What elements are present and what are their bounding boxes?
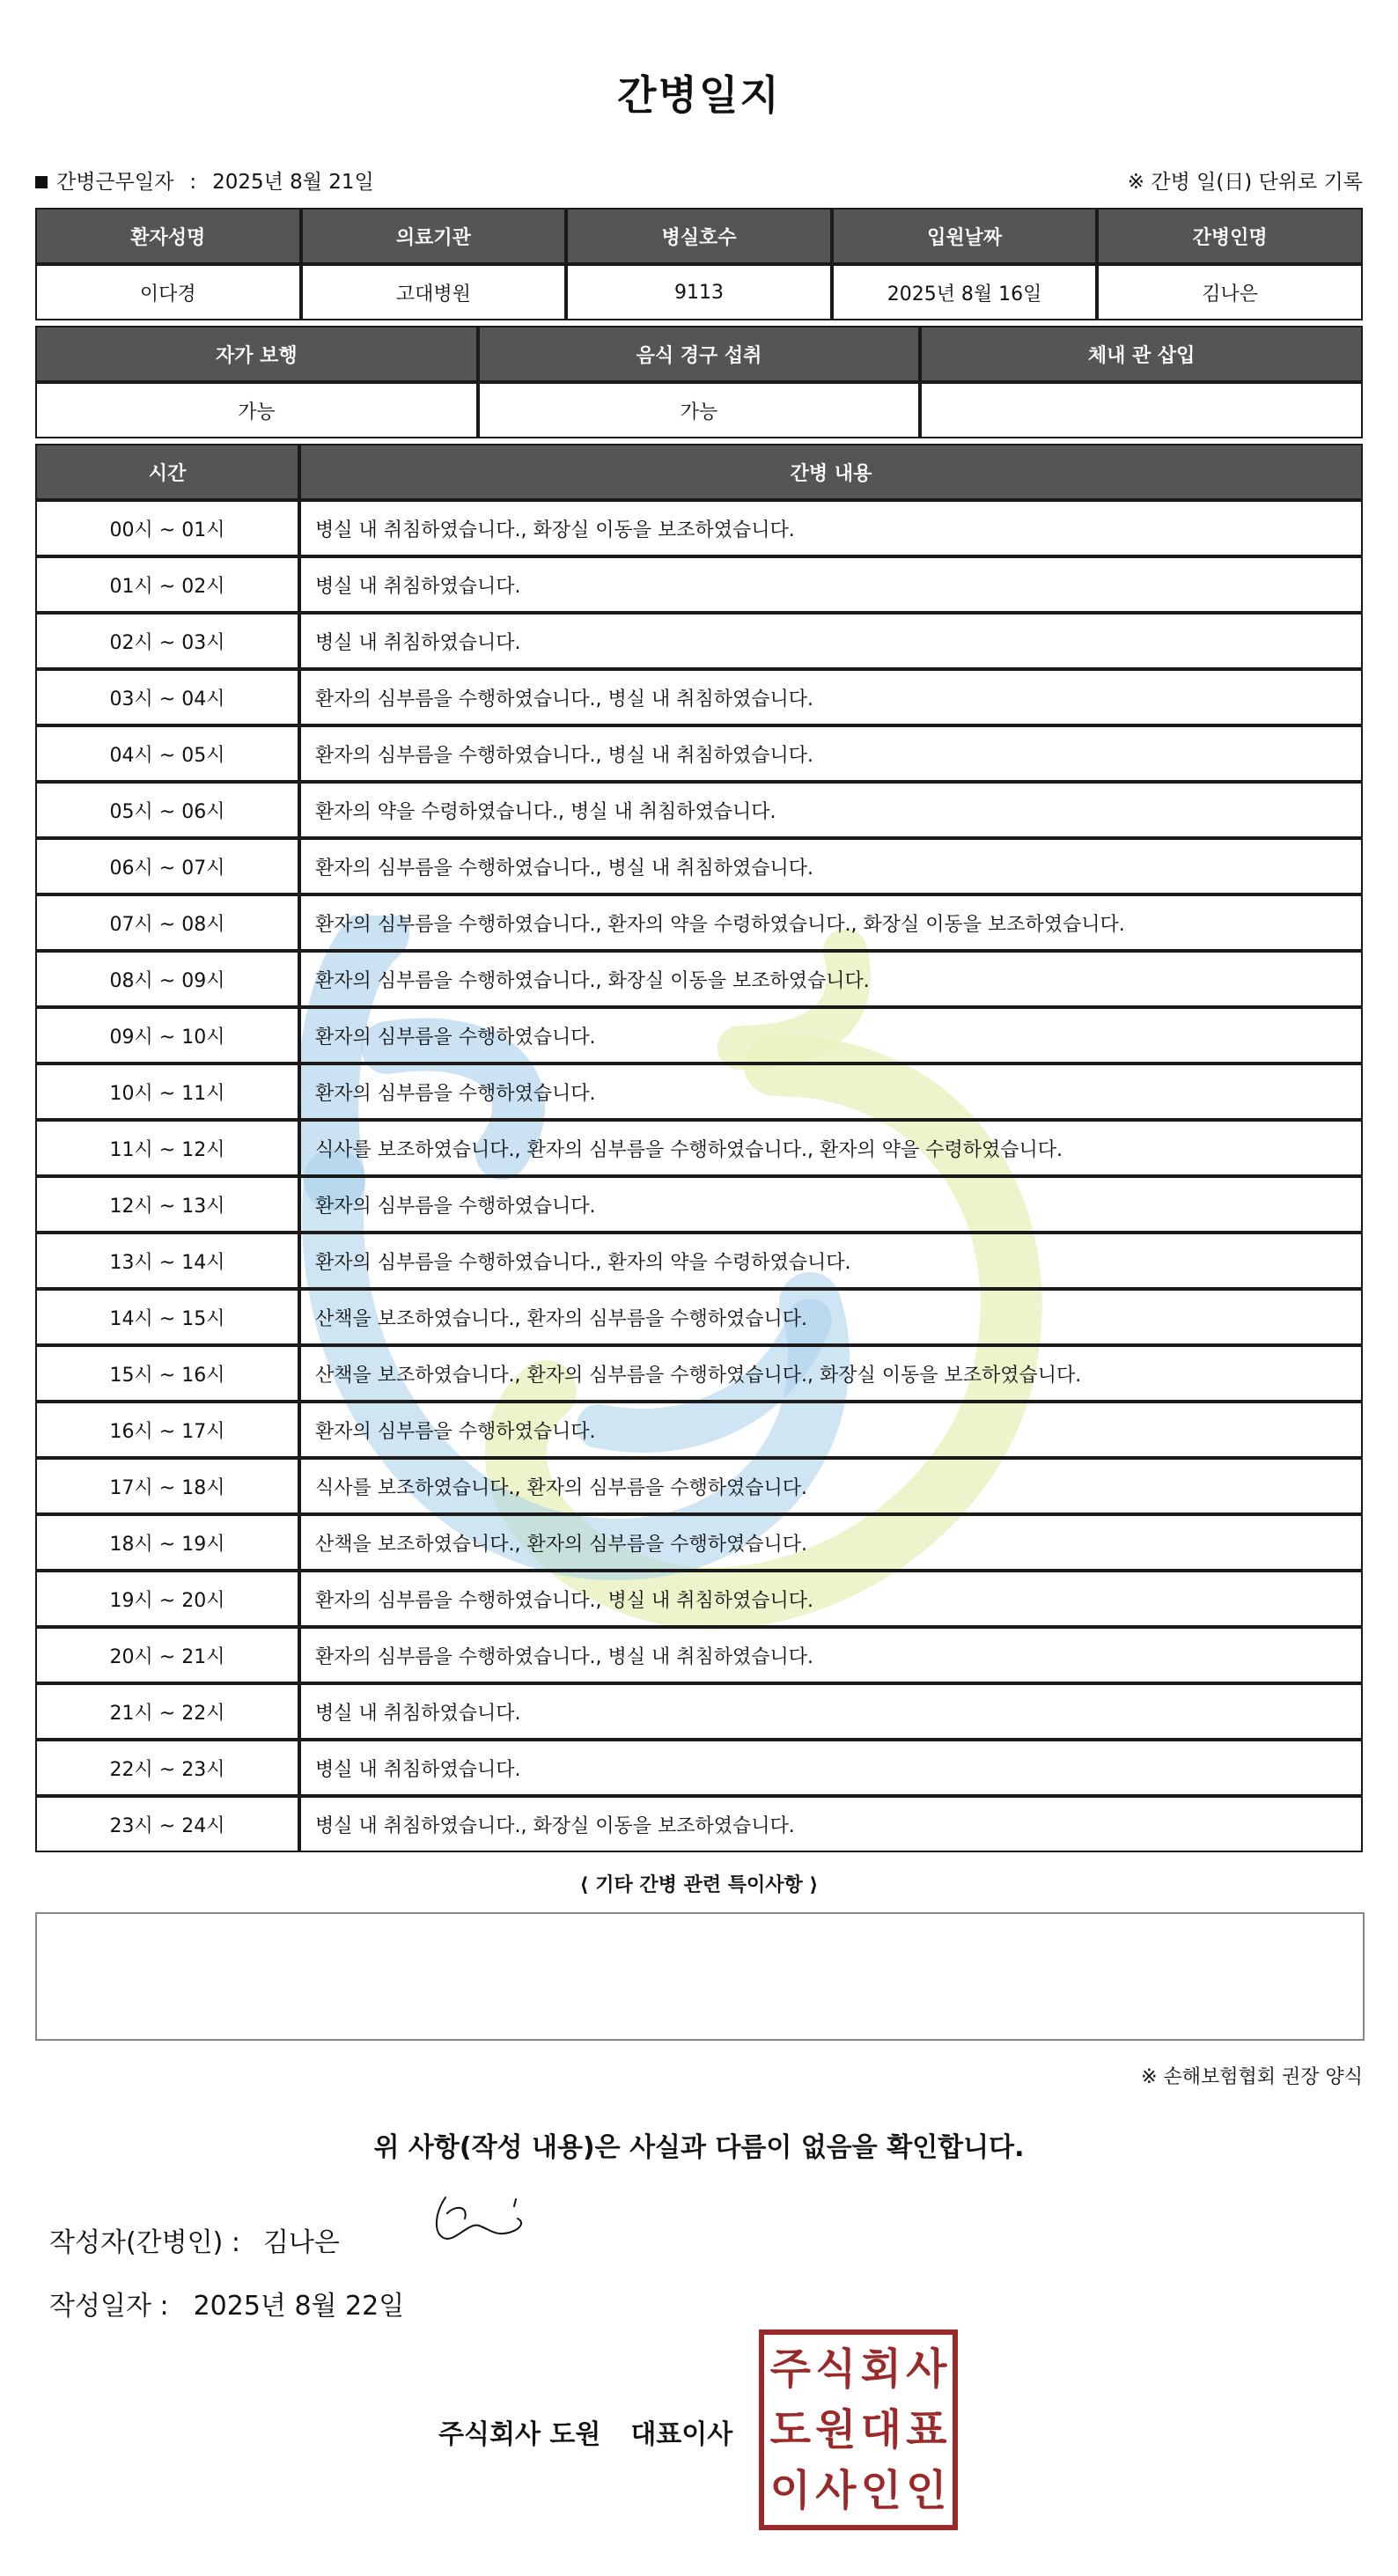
writer-label: 작성자(간병인) : [49, 2227, 240, 2258]
care-log-time: 01시 ~ 02시 [35, 556, 299, 613]
care-log-row [35, 1120, 1363, 1176]
tube-insertion [920, 382, 1363, 438]
company-seal [759, 2329, 958, 2530]
admission-date: 2025년 8월 16일 [832, 264, 1098, 320]
meta-row [35, 164, 1363, 195]
header-tube-insertion: 체내 관 삽입 [920, 326, 1363, 382]
care-log-content: 환자의 심부름을 수행하였습니다., 병실 내 취침하였습니다. [299, 1627, 1363, 1683]
page-title: 간병일지 [617, 71, 781, 119]
work-date-label: 간병근무일자 [56, 170, 174, 194]
hospital: 고대병원 [301, 264, 567, 320]
care-log-content: 환자의 심부름을 수행하였습니다. [299, 1402, 1363, 1458]
seal-character: 이 [769, 2466, 811, 2516]
care-log-time: 17시 ~ 18시 [35, 1458, 299, 1514]
care-log-row [35, 556, 1363, 613]
care-log-time: 20시 ~ 21시 [35, 1627, 299, 1683]
care-log-time: 14시 ~ 15시 [35, 1289, 299, 1345]
seal-character: 주 [769, 2344, 811, 2394]
header-time: 시간 [35, 444, 299, 500]
care-log-time: 00시 ~ 01시 [35, 500, 299, 556]
care-log-row [35, 1289, 1363, 1345]
care-log-content: 산책을 보조하였습니다., 환자의 심부름을 수행하였습니다. [299, 1514, 1363, 1571]
care-log-content: 환자의 심부름을 수행하였습니다., 병실 내 취침하였습니다. [299, 838, 1363, 894]
care-log-content: 병실 내 취침하였습니다. [299, 1740, 1363, 1796]
care-log-row [35, 1176, 1363, 1233]
header-room: 병실호수 [566, 208, 832, 264]
seal-character: 회 [860, 2344, 901, 2394]
header-patient-name: 환자성명 [35, 208, 301, 264]
care-log-row [35, 1740, 1363, 1796]
care-log-table [35, 444, 1363, 1852]
work-date-value: 2025년 8월 21일 [212, 170, 374, 194]
seal-character: 사 [815, 2466, 857, 2516]
seal-character: 대 [860, 2404, 901, 2455]
confirmation-statement: 위 사항(작성 내용)은 사실과 다름이 없음을 확인합니다. [373, 2132, 1025, 2163]
care-log-time: 13시 ~ 14시 [35, 1233, 299, 1289]
company-representative: 대표이사 [630, 2419, 733, 2450]
care-log-time: 16시 ~ 17시 [35, 1402, 299, 1458]
care-log-content: 식사를 보조하였습니다., 환자의 심부름을 수행하였습니다., 환자의 약을 수령하였습니다. [299, 1120, 1363, 1176]
care-log-row [35, 838, 1363, 894]
care-log-content: 산책을 보조하였습니다., 환자의 심부름을 수행하였습니다. [299, 1289, 1363, 1345]
care-log-row [35, 1514, 1363, 1571]
care-log-content: 병실 내 취침하였습니다. [299, 556, 1363, 613]
written-date-line [49, 2284, 404, 2322]
unit-note: ※ 간병 일(日) 단위로 기록 [1127, 170, 1363, 194]
patient-info-header-row [35, 208, 1363, 264]
care-log-content: 환자의 심부름을 수행하였습니다. [299, 1007, 1363, 1064]
writer-name: 김나은 [262, 2227, 340, 2258]
seal-character: 식 [815, 2344, 857, 2394]
care-log-row [35, 1796, 1363, 1852]
care-log-time: 08시 ~ 09시 [35, 951, 299, 1007]
patient-info-table [35, 208, 1363, 320]
patient-status-value-row [35, 382, 1363, 438]
care-log-content: 병실 내 취침하였습니다., 화장실 이동을 보조하였습니다. [299, 500, 1363, 556]
care-log-content: 병실 내 취침하였습니다. [299, 1683, 1363, 1740]
written-date-label: 작성일자 : [49, 2291, 169, 2322]
patient-name: 이다경 [35, 264, 301, 320]
care-log-content: 환자의 심부름을 수행하였습니다. [299, 1064, 1363, 1120]
standard-form-note: ※ 손해보험협회 권장 양식 [1141, 2066, 1363, 2088]
care-log-content: 환자의 심부름을 수행하였습니다., 환자의 약을 수령하였습니다. [299, 1233, 1363, 1289]
care-log-row [35, 1571, 1363, 1627]
oral-intake: 가능 [478, 382, 921, 438]
signature [430, 2187, 528, 2252]
care-log-time: 02시 ~ 03시 [35, 613, 299, 669]
patient-info-value-row [35, 264, 1363, 320]
care-log-content: 환자의 약을 수령하였습니다., 병실 내 취침하였습니다. [299, 782, 1363, 838]
care-log-content: 병실 내 취침하였습니다. [299, 613, 1363, 669]
patient-status-header-row [35, 326, 1363, 382]
header-admission-date: 입원날짜 [832, 208, 1098, 264]
caregiver-name: 김나은 [1097, 264, 1363, 320]
care-log-time: 09시 ~ 10시 [35, 1007, 299, 1064]
work-date [35, 166, 374, 195]
header-oral-intake: 음식 경구 섭취 [478, 326, 921, 382]
care-log-row [35, 1345, 1363, 1402]
care-log-time: 03시 ~ 04시 [35, 669, 299, 725]
care-log-row [35, 500, 1363, 556]
care-log-content: 병실 내 취침하였습니다., 화장실 이동을 보조하였습니다. [299, 1796, 1363, 1852]
care-log-row [35, 613, 1363, 669]
patient-status-table [35, 326, 1363, 438]
care-log-row [35, 1683, 1363, 1740]
care-log-time: 15시 ~ 16시 [35, 1345, 299, 1402]
square-bullet-icon [35, 176, 48, 188]
care-log-content: 환자의 심부름을 수행하였습니다., 병실 내 취침하였습니다. [299, 1571, 1363, 1627]
care-log-row [35, 894, 1363, 951]
written-date-value: 2025년 8월 22일 [193, 2291, 405, 2322]
care-log-content: 환자의 심부름을 수행하였습니다., 병실 내 취침하였습니다. [299, 669, 1363, 725]
care-log-time: 22시 ~ 23시 [35, 1740, 299, 1796]
care-log-row [35, 1627, 1363, 1683]
care-log-row [35, 1402, 1363, 1458]
care-log-content: 환자의 심부름을 수행하였습니다., 환자의 약을 수령하였습니다., 화장실 이동을 보조하였습니다. [299, 894, 1363, 951]
other-notes-title: ⟨ 기타 간병 관련 특이사항 ⟩ [579, 1874, 819, 1896]
seal-character: 인 [906, 2466, 947, 2516]
care-log-time: 04시 ~ 05시 [35, 725, 299, 782]
care-log-row [35, 1064, 1363, 1120]
care-log-time: 10시 ~ 11시 [35, 1064, 299, 1120]
care-log-content: 식사를 보조하였습니다., 환자의 심부름을 수행하였습니다. [299, 1458, 1363, 1514]
self-walking: 가능 [35, 382, 478, 438]
care-log-time: 18시 ~ 19시 [35, 1514, 299, 1571]
seal-character: 원 [815, 2404, 857, 2455]
care-log-time: 05시 ~ 06시 [35, 782, 299, 838]
seal-character: 사 [906, 2344, 947, 2394]
care-log-time: 23시 ~ 24시 [35, 1796, 299, 1852]
writer-line [49, 2220, 340, 2259]
care-log-row [35, 782, 1363, 838]
care-log-time: 07시 ~ 08시 [35, 894, 299, 951]
care-log-time: 19시 ~ 20시 [35, 1571, 299, 1627]
care-log-time: 21시 ~ 22시 [35, 1683, 299, 1740]
care-log-content: 환자의 심부름을 수행하였습니다. [299, 1176, 1363, 1233]
header-self-walking: 자가 보행 [35, 326, 478, 382]
care-log-row [35, 1458, 1363, 1514]
care-log-header-row [35, 444, 1363, 500]
care-log-content: 환자의 심부름을 수행하였습니다., 화장실 이동을 보조하였습니다. [299, 951, 1363, 1007]
care-log-time: 11시 ~ 12시 [35, 1120, 299, 1176]
care-log-content: 환자의 심부름을 수행하였습니다., 병실 내 취침하였습니다. [299, 725, 1363, 782]
care-log-row [35, 1007, 1363, 1064]
header-hospital: 의료기관 [301, 208, 567, 264]
care-log-row [35, 1233, 1363, 1289]
seal-character: 표 [906, 2404, 947, 2455]
header-care-content: 간병 내용 [299, 444, 1363, 500]
company-line [438, 2412, 732, 2451]
seal-character: 도 [769, 2404, 811, 2455]
care-log-time: 06시 ~ 07시 [35, 838, 299, 894]
company-name: 주식회사 도원 [438, 2419, 601, 2450]
header-caregiver-name: 간병인명 [1097, 208, 1363, 264]
care-log-content: 산책을 보조하였습니다., 환자의 심부름을 수행하였습니다., 화장실 이동을 보조하였습니다. [299, 1345, 1363, 1402]
seal-character: 인 [860, 2466, 901, 2516]
care-log-time: 12시 ~ 13시 [35, 1176, 299, 1233]
care-log-row [35, 725, 1363, 782]
other-notes-box [35, 1912, 1365, 2041]
care-log-row [35, 951, 1363, 1007]
room-number: 9113 [566, 264, 832, 320]
work-date-colon: : [189, 170, 197, 194]
care-log-row [35, 669, 1363, 725]
